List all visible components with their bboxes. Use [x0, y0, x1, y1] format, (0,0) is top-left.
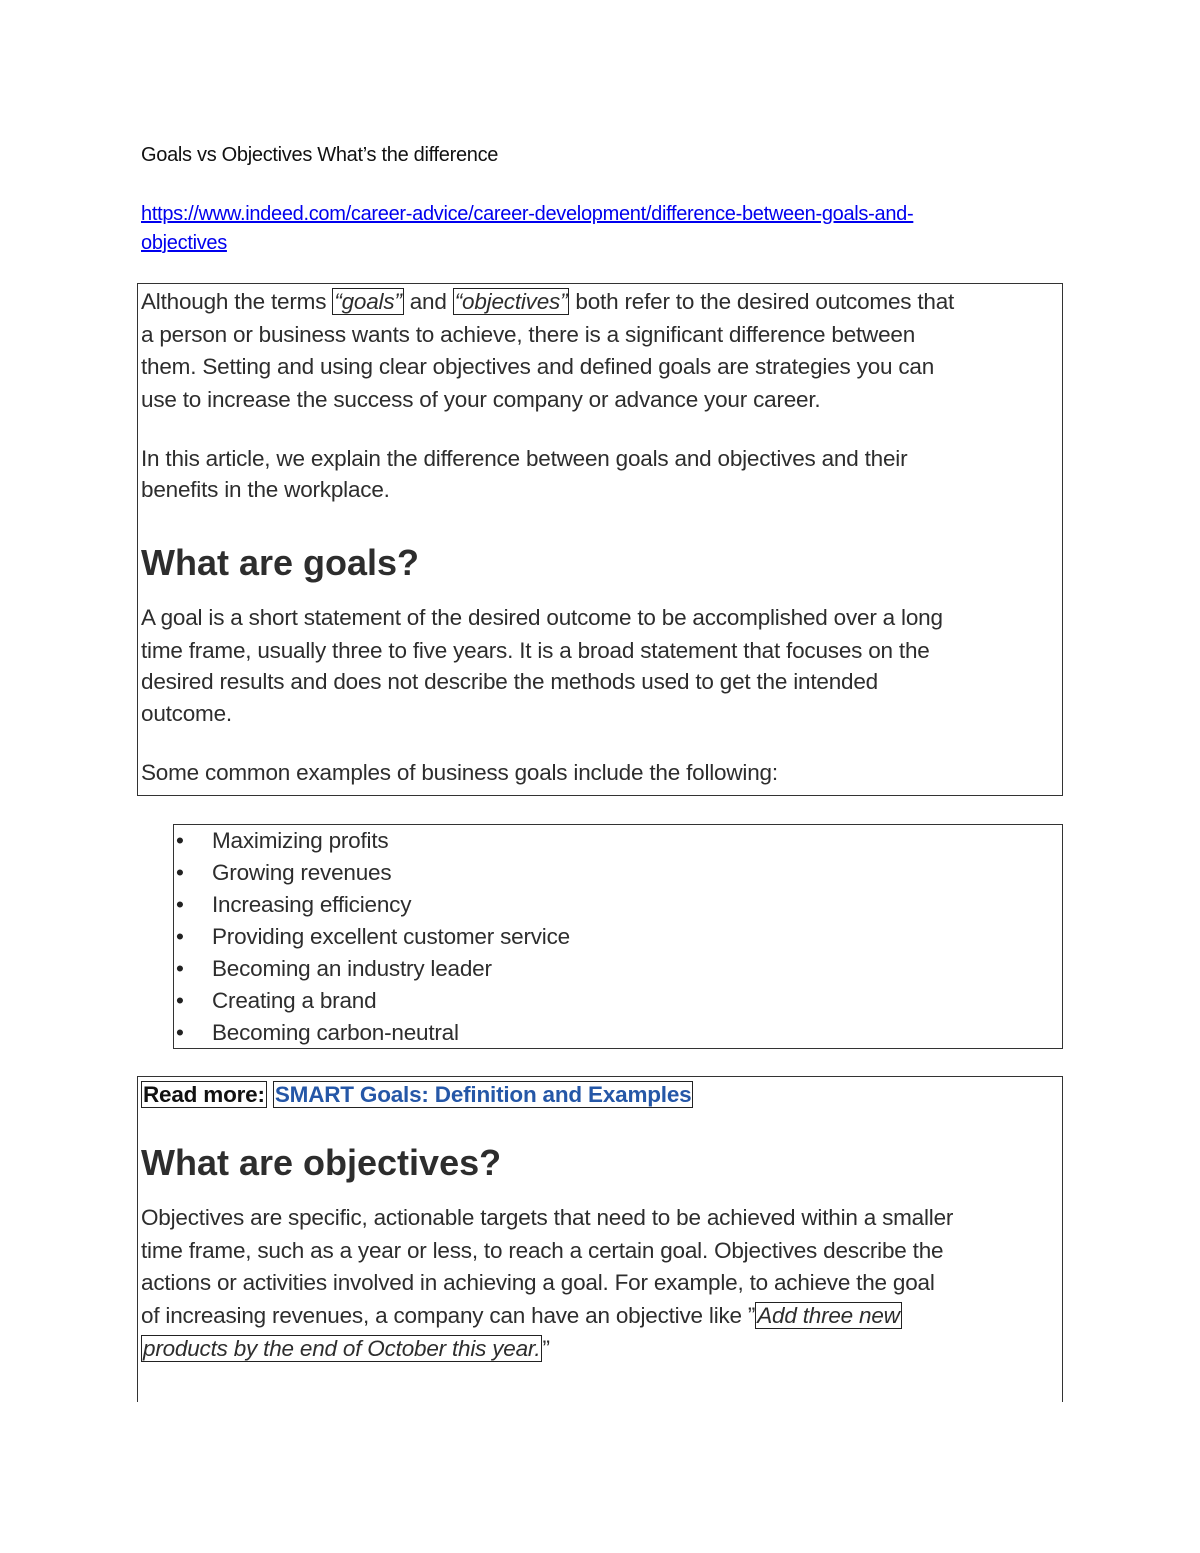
objectives-text: ”	[542, 1336, 550, 1361]
smart-goals-link[interactable]: SMART Goals: Definition and Examples	[274, 1082, 692, 1107]
read-more-label: Read more:	[143, 1082, 265, 1107]
intro-text: and	[403, 289, 453, 314]
goals-para-line: desired results and does not describe the methods used to get the intended	[141, 669, 878, 694]
intro-para2-line: benefits in the workplace.	[141, 477, 390, 502]
objectives-para-line	[141, 1333, 1062, 1366]
list-item: • Growing revenues	[174, 857, 1062, 889]
intro-box	[137, 283, 1063, 796]
intro-para2-line: In this article, we explain the difference between goals and objectives and their	[141, 446, 908, 471]
examples-intro: Some common examples of business goals include the following:	[141, 760, 778, 785]
list-item: • Increasing efficiency	[174, 889, 1062, 921]
objectives-para-line: actions or activities involved in achieving a goal. For example, to achieve the goal	[141, 1270, 935, 1295]
goal-examples-list	[174, 825, 1062, 1049]
objectives-heading: What are objectives?	[141, 1142, 502, 1183]
source-link-line-1[interactable]: https://www.indeed.com/career-advice/career-development/difference-between-goals-and-	[141, 203, 914, 225]
example-objective-quote: products by the end of October this year.	[143, 1336, 541, 1361]
list-item: • Maximizing profits	[174, 825, 1062, 857]
list-item: • Creating a brand	[174, 985, 1062, 1017]
read-more-row	[141, 1079, 1062, 1111]
list-item: • Providing excellent customer service	[174, 921, 1062, 953]
intro-line-1	[141, 286, 1062, 319]
goals-term: “goals”	[334, 289, 402, 314]
source-link[interactable]	[141, 200, 913, 258]
intro-line: a person or business wants to achieve, there is a significant difference between	[141, 321, 916, 347]
document-title: Goals vs Objectives What’s the difference	[141, 144, 499, 166]
intro-text: Although the terms	[141, 289, 333, 314]
goal-examples-box	[173, 824, 1063, 1049]
goals-para-line: A goal is a short statement of the desired outcome to be accomplished over a long	[141, 605, 943, 630]
objectives-box	[137, 1076, 1063, 1402]
objectives-para-line: time frame, such as a year or less, to reach a certain goal. Objectives describe the	[141, 1237, 944, 1263]
objectives-term: “objectives”	[454, 289, 568, 314]
goals-para-line: outcome.	[141, 700, 232, 726]
list-item: • Becoming an industry leader	[174, 953, 1062, 985]
objectives-text: of increasing revenues, a company can have an objective like ”	[141, 1302, 756, 1328]
intro-line: use to increase the success of your company or advance your career.	[141, 386, 821, 412]
intro-text: both refer to the desired outcomes that	[569, 289, 955, 314]
goals-heading: What are goals?	[141, 542, 420, 583]
intro-line: them. Setting and using clear objectives and defined goals are strategies you can	[141, 354, 935, 379]
list-item: • Becoming carbon-neutral	[174, 1017, 1062, 1049]
objectives-para-line: Objectives are specific, actionable targets that need to be achieved within a smaller	[141, 1205, 954, 1230]
objectives-para-line	[141, 1300, 1062, 1333]
example-objective-quote: Add three new	[757, 1302, 900, 1328]
goals-para-line: time frame, usually three to five years. It is a broad statement that focuses on the	[141, 637, 930, 663]
source-link-line-2[interactable]: objectives	[141, 232, 227, 254]
